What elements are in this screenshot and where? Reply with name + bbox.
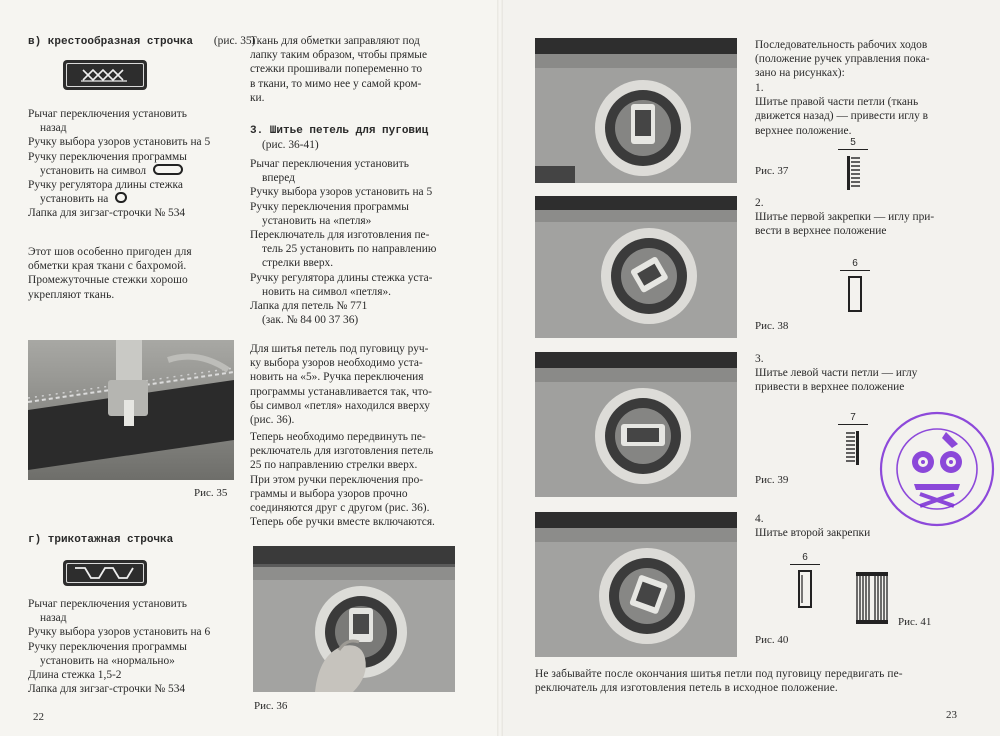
knit-stitch-pattern-icon [63, 560, 147, 586]
section-v-ref: (рис. 35) [213, 35, 256, 47]
footer-note: Не забывайте после окончания шитья петли под пуговицу передвигать пе- реключатель для изготовления петель в исходное положение. [535, 668, 903, 695]
figure-35-photo [28, 340, 234, 480]
step-3: 3. Шитье левой части петли — иглу привести в верхнее положение [755, 353, 918, 394]
dial-position-4-image [535, 512, 737, 657]
first-bartack-icon [840, 275, 870, 317]
section-3-heading: 3. Шитье петель для пуговиц [250, 125, 429, 137]
figure-35-caption: Рис. 35 [194, 487, 228, 499]
step-4: 4. Шитье второй закрепки [755, 513, 871, 540]
section-v-note: Этот шов особенно пригоден для обметки края ткани с бахромой. Промежуточные стежки хорошо укрепляют ткань. [28, 246, 192, 301]
figure-37-photo [535, 38, 737, 183]
figure-39-photo [535, 352, 737, 497]
figure-38-photo [535, 196, 737, 338]
sewing-fabric-image [28, 340, 234, 480]
buttonhole-paragraph-2: Теперь необходимо передвинуть пе- реключатель для изготовления петель 25 по направлению стрелки вверх. При этом ручки переключения про- граммы и выбора узоров прочно соединяются друг с другом (рис. 36). Теперь обе ручки вместе включаются. [250, 431, 435, 529]
knit-stitch-badge [63, 560, 147, 586]
buttonhole-paragraph-1: Для шитья петель под пуговицу руч- ку выбора узоров необходимо уста- новить на «5». Ручка переключения программы устанавливается так, что- бы символ «петля» находился вверху (рис. 36). [250, 343, 432, 427]
instruction-line-with-symbol: установить на [28, 192, 210, 206]
left-side-stitch-icon [838, 429, 868, 473]
instruction-line: назад [40, 122, 67, 135]
instruction-line: Лапка для зигзаг-строчки № 534 [28, 207, 186, 220]
section-g-instructions: Рычаг переключения установить назад Ручку выбора узоров установить на 6 Ручку переключения программы установить на «нормально» Длина стежка 1,5-2 Лапка для зигзаг-строчки № 534 [28, 598, 211, 696]
instruction-line-with-symbol: установить на символ [28, 164, 210, 178]
instruction-line: Рычаг переключения установить [28, 108, 187, 120]
step-3-stitch-diagram [838, 412, 868, 478]
setting-number: 6 [852, 258, 858, 269]
needle-marker [838, 424, 868, 425]
book-spine [497, 0, 503, 736]
setting-number: 7 [850, 412, 856, 423]
dial-position-3-image [535, 352, 737, 497]
cross-stitch-badge [63, 60, 147, 90]
figure-38-caption: Рис. 38 [755, 320, 789, 332]
right-side-stitch-icon [838, 154, 868, 194]
section-v-heading: в) крестообразная строчка [28, 36, 194, 48]
dial-position-1-image [535, 38, 737, 183]
figure-37-caption: Рис. 37 [755, 165, 789, 177]
section-3-header [250, 124, 428, 152]
stamp-seal-icon [878, 410, 996, 528]
figure-40-photo [535, 512, 737, 657]
instruction-line: Ручку регулятора длины стежка [28, 179, 183, 192]
figure-39-caption: Рис. 39 [755, 474, 789, 486]
needle-marker [840, 270, 870, 271]
second-bartack-icon [790, 569, 820, 613]
library-stamp [878, 410, 996, 528]
finished-buttonhole-diagram [854, 570, 890, 626]
buttonhole-settings: Рычаг переключения установить вперед Ручку выбора узоров установить на 5 Ручку переключения программы установить на «петля» Переключатель для изготовления пе- тель 25 установить по направлению стрелки вверх. Ручку регулятора длины стежка уста- новить на символ «петля». Лапка для петель № 771 (зак. № 84 00 37 36) [250, 158, 437, 327]
figure-36-caption: Рис. 36 [254, 700, 288, 712]
needle-marker [790, 564, 820, 565]
needle-marker [838, 149, 868, 150]
step-2: 2. Шитье первой закрепки — иглу при- вести в верхнее положение [755, 197, 935, 238]
oval-symbol-icon [115, 192, 127, 203]
buttonhole-symbol-icon [153, 164, 183, 175]
page-number-right: 23 [946, 709, 957, 721]
setting-number: 5 [850, 137, 856, 148]
instruction-line: Ручку выбора узоров установить на 5 [28, 136, 211, 149]
finished-buttonhole-icon [854, 570, 890, 626]
sequence-intro: Последовательность рабочих ходов (положение ручек управления пока- зано на рисунках): [755, 39, 930, 80]
section-3-ref: (рис. 36-41) [262, 139, 319, 152]
figure-41-caption: Рис. 41 [898, 616, 932, 628]
section-v-instructions [28, 107, 210, 221]
step-1-stitch-diagram [838, 137, 868, 197]
step-2-stitch-diagram [840, 258, 870, 328]
setting-number: 6 [802, 552, 808, 563]
overcast-intro: Ткань для обметки заправляют под лапку таким образом, чтобы прямые стежки прошивали попеременно то в ткани, то мимо нее у самой кром- ки. [250, 35, 428, 104]
page-number-left: 22 [33, 711, 44, 723]
step-4-stitch-diagram [790, 552, 820, 622]
dial-with-hand-image [253, 546, 455, 692]
figure-40-caption: Рис. 40 [755, 634, 789, 646]
dial-position-2-image [535, 196, 737, 338]
instruction-line: Ручку переключения программы [28, 150, 187, 163]
figure-36-photo [253, 546, 455, 692]
step-1: 1. Шитье правой части петли (ткань движется назад) — привести иглу в верхнее положение. [755, 82, 928, 137]
section-v-header [28, 34, 255, 49]
cross-stitch-pattern-icon [63, 60, 147, 90]
section-g-heading: г) трикотажная строчка [28, 534, 174, 546]
section-g-header [28, 532, 173, 547]
